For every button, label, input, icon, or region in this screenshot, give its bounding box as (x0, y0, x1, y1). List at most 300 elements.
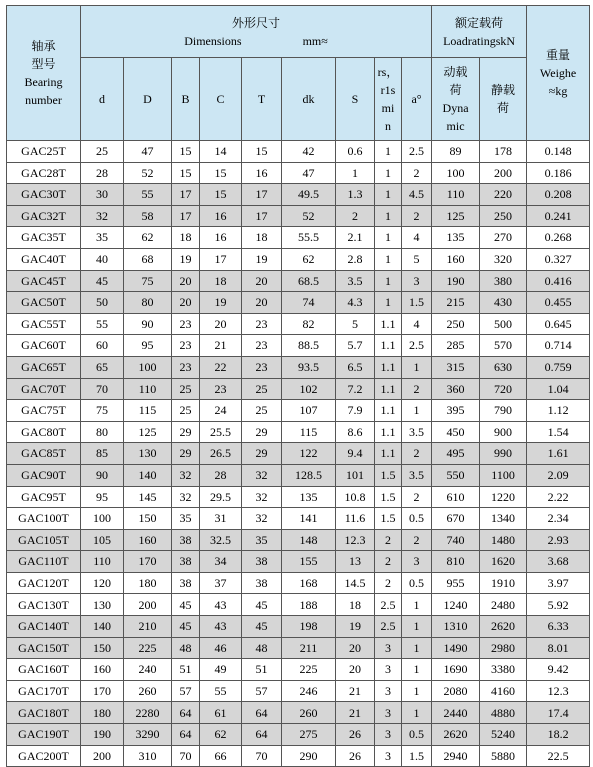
cell-D: 140 (124, 464, 172, 486)
cell-dyn: 285 (432, 335, 480, 357)
cell-T: 64 (242, 702, 282, 724)
cell-dyn: 670 (432, 508, 480, 530)
col-rs-line4: n (385, 119, 391, 133)
cell-C: 16 (200, 205, 242, 227)
cell-d: 28 (81, 162, 124, 184)
cell-dk: 74 (282, 292, 336, 314)
table-row (7, 464, 590, 486)
cell-S: 21 (336, 702, 375, 724)
col-T: T (242, 58, 282, 141)
cell-C: 32.5 (200, 529, 242, 551)
cell-model: GAC90T (7, 464, 81, 486)
cell-dk: 82 (282, 313, 336, 335)
dimensions-unit: mm≈ (302, 33, 328, 48)
cell-S: 1 (336, 162, 375, 184)
cell-dyn: 1690 (432, 659, 480, 681)
col-rs-line3: mi (381, 101, 395, 115)
cell-C: 19 (200, 292, 242, 314)
cell-model: GAC55T (7, 313, 81, 335)
cell-S: 7.9 (336, 400, 375, 422)
table-row (7, 313, 590, 335)
cell-w: 0.645 (527, 313, 590, 335)
table-row (7, 745, 590, 767)
cell-d: 40 (81, 248, 124, 270)
cell-dk: 122 (282, 443, 336, 465)
col-dynamic (432, 58, 480, 141)
cell-B: 15 (172, 162, 200, 184)
cell-model: GAC50T (7, 292, 81, 314)
cell-w: 0.327 (527, 248, 590, 270)
cell-S: 0.6 (336, 141, 375, 163)
cell-a: 2 (402, 378, 432, 400)
cell-dyn: 125 (432, 205, 480, 227)
col-dynamic-line4: mic (446, 119, 465, 133)
cell-C: 25.5 (200, 421, 242, 443)
cell-S: 9.4 (336, 443, 375, 465)
cell-model: GAC110T (7, 551, 81, 573)
col-static-line1: 静载 (491, 83, 516, 97)
cell-B: 38 (172, 572, 200, 594)
bearing-number-en-line2: number (25, 93, 62, 107)
cell-S: 7.2 (336, 378, 375, 400)
cell-D: 75 (124, 270, 172, 292)
cell-stat: 270 (480, 227, 527, 249)
cell-dyn: 610 (432, 486, 480, 508)
table-row (7, 248, 590, 270)
cell-w: 2.22 (527, 486, 590, 508)
cell-a: 3 (402, 270, 432, 292)
cell-model: GAC25T (7, 141, 81, 163)
cell-D: 150 (124, 508, 172, 530)
cell-w: 0.416 (527, 270, 590, 292)
load-rating-cn: 额定载荷 (455, 15, 504, 30)
table-row (7, 443, 590, 465)
cell-B: 45 (172, 616, 200, 638)
cell-stat: 2980 (480, 637, 527, 659)
cell-T: 38 (242, 572, 282, 594)
cell-a: 1 (402, 680, 432, 702)
cell-C: 24 (200, 400, 242, 422)
cell-D: 115 (124, 400, 172, 422)
cell-dyn: 135 (432, 227, 480, 249)
cell-a: 4 (402, 227, 432, 249)
cell-a: 2 (402, 443, 432, 465)
cell-T: 32 (242, 464, 282, 486)
dimensions-en-row (81, 32, 431, 50)
cell-rs: 1.1 (375, 400, 402, 422)
cell-a: 1 (402, 356, 432, 378)
cell-rs: 1 (375, 162, 402, 184)
cell-B: 20 (172, 270, 200, 292)
cell-dk: 225 (282, 659, 336, 681)
cell-w: 1.54 (527, 421, 590, 443)
cell-w: 1.12 (527, 400, 590, 422)
cell-D: 160 (124, 529, 172, 551)
cell-a: 3.5 (402, 421, 432, 443)
cell-D: 240 (124, 659, 172, 681)
cell-model: GAC28T (7, 162, 81, 184)
cell-B: 32 (172, 464, 200, 486)
cell-dk: 246 (282, 680, 336, 702)
cell-model: GAC75T (7, 400, 81, 422)
cell-T: 38 (242, 551, 282, 573)
cell-d: 110 (81, 551, 124, 573)
table-row (7, 227, 590, 249)
cell-B: 25 (172, 400, 200, 422)
cell-a: 2.5 (402, 141, 432, 163)
cell-C: 16 (200, 227, 242, 249)
cell-w: 12.3 (527, 680, 590, 702)
cell-C: 18 (200, 270, 242, 292)
cell-D: 125 (124, 421, 172, 443)
table-row (7, 486, 590, 508)
cell-S: 1.3 (336, 184, 375, 206)
cell-d: 85 (81, 443, 124, 465)
cell-dyn: 360 (432, 378, 480, 400)
cell-w: 6.33 (527, 616, 590, 638)
cell-dk: 128.5 (282, 464, 336, 486)
cell-T: 16 (242, 162, 282, 184)
cell-model: GAC190T (7, 724, 81, 746)
cell-dk: 141 (282, 508, 336, 530)
table-row (7, 141, 590, 163)
cell-S: 3.5 (336, 270, 375, 292)
cell-rs: 1.5 (375, 486, 402, 508)
cell-B: 23 (172, 335, 200, 357)
cell-d: 30 (81, 184, 124, 206)
cell-model: GAC35T (7, 227, 81, 249)
cell-S: 5 (336, 313, 375, 335)
dimensions-en: Dimensions (184, 33, 242, 48)
table-row (7, 572, 590, 594)
cell-rs: 1.5 (375, 464, 402, 486)
cell-stat: 3380 (480, 659, 527, 681)
cell-C: 14 (200, 141, 242, 163)
cell-model: GAC30T (7, 184, 81, 206)
cell-rs: 1.1 (375, 378, 402, 400)
cell-C: 66 (200, 745, 242, 767)
cell-stat: 1220 (480, 486, 527, 508)
table-row (7, 702, 590, 724)
table-row (7, 335, 590, 357)
cell-d: 140 (81, 616, 124, 638)
cell-a: 0.5 (402, 724, 432, 746)
dimensions-cn: 外形尺寸 (232, 15, 281, 30)
cell-d: 130 (81, 594, 124, 616)
cell-T: 23 (242, 356, 282, 378)
cell-model: GAC105T (7, 529, 81, 551)
cell-stat: 380 (480, 270, 527, 292)
cell-d: 80 (81, 421, 124, 443)
cell-T: 35 (242, 529, 282, 551)
cell-C: 62 (200, 724, 242, 746)
cell-D: 100 (124, 356, 172, 378)
cell-T: 15 (242, 141, 282, 163)
cell-stat: 500 (480, 313, 527, 335)
bearing-number-en-line1: Bearing (24, 75, 63, 89)
cell-model: GAC45T (7, 270, 81, 292)
weight-cn: 重量 (546, 48, 571, 62)
cell-stat: 1100 (480, 464, 527, 486)
cell-model: GAC60T (7, 335, 81, 357)
cell-a: 2.5 (402, 335, 432, 357)
cell-model: GAC200T (7, 745, 81, 767)
cell-dk: 47 (282, 162, 336, 184)
cell-D: 47 (124, 141, 172, 163)
cell-S: 18 (336, 594, 375, 616)
cell-B: 38 (172, 551, 200, 573)
cell-a: 1 (402, 400, 432, 422)
cell-T: 32 (242, 508, 282, 530)
cell-stat: 320 (480, 248, 527, 270)
cell-D: 130 (124, 443, 172, 465)
cell-S: 26 (336, 745, 375, 767)
table-row (7, 529, 590, 551)
cell-model: GAC40T (7, 248, 81, 270)
cell-a: 2 (402, 486, 432, 508)
cell-T: 70 (242, 745, 282, 767)
bearing-spec-table (6, 5, 590, 767)
cell-rs: 1 (375, 205, 402, 227)
cell-stat: 2620 (480, 616, 527, 638)
cell-dk: 115 (282, 421, 336, 443)
cell-T: 32 (242, 486, 282, 508)
cell-T: 25 (242, 400, 282, 422)
cell-dk: 49.5 (282, 184, 336, 206)
cell-model: GAC85T (7, 443, 81, 465)
cell-a: 2 (402, 162, 432, 184)
table-row (7, 594, 590, 616)
cell-model: GAC65T (7, 356, 81, 378)
cell-dk: 290 (282, 745, 336, 767)
cell-a: 0.5 (402, 572, 432, 594)
cell-T: 45 (242, 616, 282, 638)
cell-dyn: 215 (432, 292, 480, 314)
cell-w: 9.42 (527, 659, 590, 681)
cell-D: 210 (124, 616, 172, 638)
cell-dyn: 2620 (432, 724, 480, 746)
table-row (7, 292, 590, 314)
cell-d: 180 (81, 702, 124, 724)
cell-dyn: 160 (432, 248, 480, 270)
cell-B: 23 (172, 313, 200, 335)
cell-model: GAC130T (7, 594, 81, 616)
cell-T: 29 (242, 443, 282, 465)
cell-d: 120 (81, 572, 124, 594)
cell-model: GAC120T (7, 572, 81, 594)
cell-B: 15 (172, 141, 200, 163)
cell-dyn: 110 (432, 184, 480, 206)
cell-a: 1 (402, 659, 432, 681)
cell-model: GAC180T (7, 702, 81, 724)
table-row (7, 270, 590, 292)
cell-B: 48 (172, 637, 200, 659)
cell-dyn: 250 (432, 313, 480, 335)
cell-dk: 42 (282, 141, 336, 163)
cell-C: 17 (200, 248, 242, 270)
col-S: S (336, 58, 375, 141)
cell-a: 3.5 (402, 464, 432, 486)
cell-D: 90 (124, 313, 172, 335)
table-row (7, 162, 590, 184)
cell-dyn: 315 (432, 356, 480, 378)
cell-rs: 1 (375, 227, 402, 249)
cell-D: 3290 (124, 724, 172, 746)
cell-w: 0.714 (527, 335, 590, 357)
cell-rs: 2 (375, 529, 402, 551)
table-row (7, 637, 590, 659)
cell-w: 3.68 (527, 551, 590, 573)
cell-rs: 3 (375, 702, 402, 724)
cell-model: GAC150T (7, 637, 81, 659)
cell-rs: 1 (375, 270, 402, 292)
table-row (7, 724, 590, 746)
cell-dk: 168 (282, 572, 336, 594)
cell-rs: 1.1 (375, 421, 402, 443)
cell-rs: 3 (375, 659, 402, 681)
col-rs-line1: rs， (377, 65, 399, 79)
cell-C: 34 (200, 551, 242, 573)
cell-rs: 1.1 (375, 356, 402, 378)
table-row (7, 205, 590, 227)
cell-w: 0.208 (527, 184, 590, 206)
cell-S: 20 (336, 659, 375, 681)
cell-dyn: 810 (432, 551, 480, 573)
cell-w: 22.5 (527, 745, 590, 767)
cell-rs: 1.1 (375, 335, 402, 357)
cell-T: 17 (242, 184, 282, 206)
cell-C: 43 (200, 594, 242, 616)
cell-rs: 3 (375, 745, 402, 767)
cell-w: 0.759 (527, 356, 590, 378)
cell-T: 18 (242, 227, 282, 249)
cell-rs: 1 (375, 248, 402, 270)
table-row (7, 184, 590, 206)
cell-d: 60 (81, 335, 124, 357)
cell-dk: 102 (282, 378, 336, 400)
cell-stat: 430 (480, 292, 527, 314)
cell-a: 4 (402, 313, 432, 335)
cell-dk: 93.5 (282, 356, 336, 378)
cell-w: 17.4 (527, 702, 590, 724)
cell-d: 190 (81, 724, 124, 746)
cell-model: GAC32T (7, 205, 81, 227)
cell-T: 23 (242, 313, 282, 335)
cell-S: 6.5 (336, 356, 375, 378)
cell-model: GAC140T (7, 616, 81, 638)
cell-S: 10.8 (336, 486, 375, 508)
cell-rs: 1 (375, 141, 402, 163)
cell-d: 100 (81, 508, 124, 530)
cell-rs: 1.5 (375, 508, 402, 530)
cell-C: 37 (200, 572, 242, 594)
cell-T: 25 (242, 378, 282, 400)
cell-D: 110 (124, 378, 172, 400)
cell-d: 55 (81, 313, 124, 335)
cell-C: 20 (200, 313, 242, 335)
cell-d: 75 (81, 400, 124, 422)
cell-w: 1.04 (527, 378, 590, 400)
cell-S: 26 (336, 724, 375, 746)
cell-S: 5.7 (336, 335, 375, 357)
cell-dyn: 495 (432, 443, 480, 465)
cell-S: 19 (336, 616, 375, 638)
cell-S: 20 (336, 637, 375, 659)
table-header (7, 6, 590, 141)
cell-D: 170 (124, 551, 172, 573)
cell-stat: 720 (480, 378, 527, 400)
cell-dk: 211 (282, 637, 336, 659)
cell-stat: 4880 (480, 702, 527, 724)
cell-dk: 198 (282, 616, 336, 638)
cell-C: 28 (200, 464, 242, 486)
cell-B: 19 (172, 248, 200, 270)
cell-dyn: 100 (432, 162, 480, 184)
cell-stat: 1620 (480, 551, 527, 573)
cell-d: 65 (81, 356, 124, 378)
table-row (7, 378, 590, 400)
cell-dyn: 2080 (432, 680, 480, 702)
col-B: B (172, 58, 200, 141)
cell-w: 2.09 (527, 464, 590, 486)
cell-rs: 2 (375, 551, 402, 573)
cell-dyn: 550 (432, 464, 480, 486)
cell-stat: 630 (480, 356, 527, 378)
cell-S: 12.3 (336, 529, 375, 551)
cell-C: 49 (200, 659, 242, 681)
cell-dk: 88.5 (282, 335, 336, 357)
cell-dk: 260 (282, 702, 336, 724)
cell-w: 5.92 (527, 594, 590, 616)
table-row (7, 400, 590, 422)
cell-D: 52 (124, 162, 172, 184)
cell-stat: 1910 (480, 572, 527, 594)
cell-dyn: 740 (432, 529, 480, 551)
cell-a: 1.5 (402, 745, 432, 767)
cell-B: 17 (172, 184, 200, 206)
cell-C: 21 (200, 335, 242, 357)
cell-a: 1 (402, 637, 432, 659)
table-body (7, 141, 590, 767)
weight-unit: ≈kg (548, 84, 568, 98)
cell-D: 310 (124, 745, 172, 767)
cell-a: 3 (402, 551, 432, 573)
cell-d: 150 (81, 637, 124, 659)
cell-w: 18.2 (527, 724, 590, 746)
cell-dyn: 190 (432, 270, 480, 292)
table-row (7, 680, 590, 702)
cell-C: 26.5 (200, 443, 242, 465)
col-dk: dk (282, 58, 336, 141)
cell-rs: 2 (375, 572, 402, 594)
cell-d: 90 (81, 464, 124, 486)
cell-rs: 1 (375, 184, 402, 206)
cell-rs: 1.1 (375, 313, 402, 335)
cell-stat: 220 (480, 184, 527, 206)
cell-d: 50 (81, 292, 124, 314)
cell-T: 51 (242, 659, 282, 681)
cell-stat: 178 (480, 141, 527, 163)
cell-rs: 3 (375, 724, 402, 746)
table-row (7, 616, 590, 638)
col-d: d (81, 58, 124, 141)
cell-dyn: 955 (432, 572, 480, 594)
cell-d: 160 (81, 659, 124, 681)
cell-stat: 5240 (480, 724, 527, 746)
cell-stat: 250 (480, 205, 527, 227)
cell-D: 225 (124, 637, 172, 659)
cell-D: 180 (124, 572, 172, 594)
